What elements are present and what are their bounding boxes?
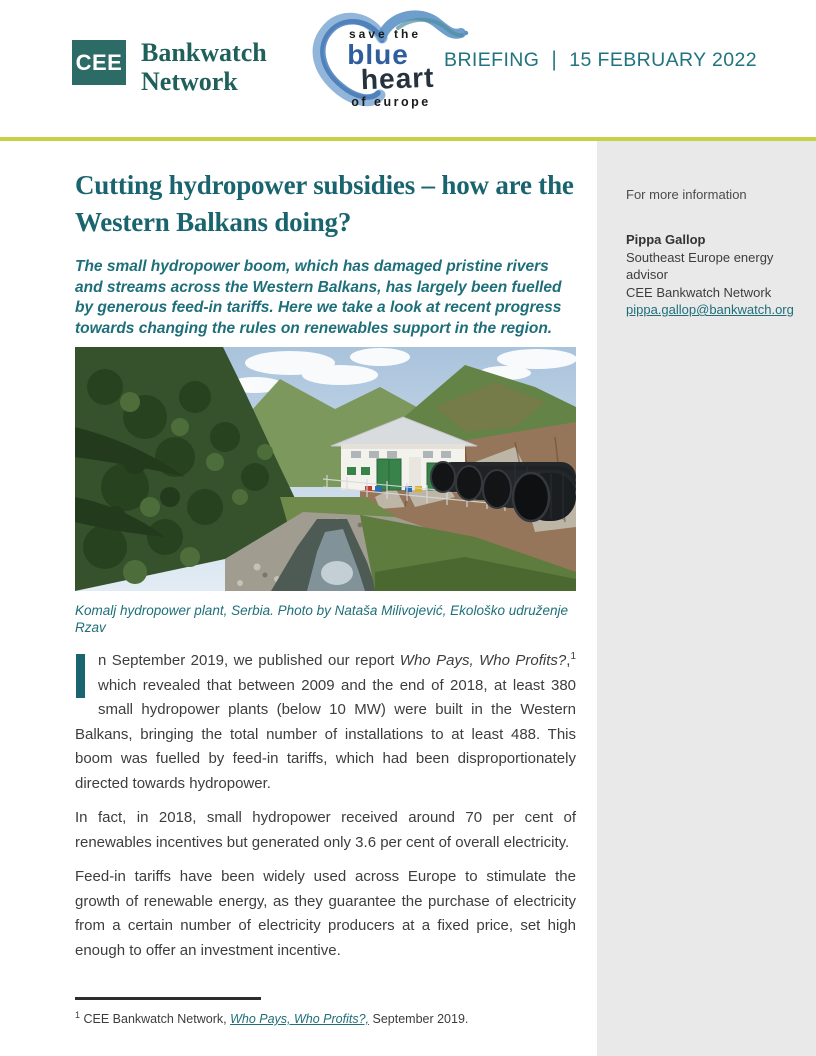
sidebar-heading: For more information [626,187,747,202]
paragraph-2: In fact, in 2018, small hydropower received around 70 per cent of renewables incentives but generated only 3.6 per cent of overall electricity. [75,809,576,851]
briefing-label: BRIEFING [444,48,540,71]
article-standfirst: The small hydropower boom, which has damaged pristine rivers and streams across the Western Balkans, has largely been fuelled by generous feed-in tariffs. Here we take a look at recent progress towards changing the rules on renewables support in the region. [75,258,562,337]
page-header [0,0,816,137]
footnote-block [75,997,576,1028]
article-photo [75,347,576,591]
footnote-rule [75,997,261,1000]
footnote-pre-text: CEE Bankwatch Network, [80,1012,231,1027]
contact-org: CEE Bankwatch Network [626,284,772,300]
paragraph-1-text-cont: which revealed that between 2009 and the end of 2018, at least 380 small hydropower plants (below 10 MW) were built in the Western Balkans, bringing the total number of installations to at least 488. This boom was fuelled by feed-in tariffs, which had been disproportionately directed towards hydropower. [75,676,576,792]
article-column [75,141,576,1028]
heart-logo-text-save-the: save the [348,27,422,41]
drop-cap [76,654,85,698]
cee-logo-square: CEE [72,40,126,85]
contact-email-link[interactable]: pippa.gallop@bankwatch.org [626,302,794,317]
briefing-separator: | [551,48,558,71]
info-sidebar [597,141,816,1056]
contact-name: Pippa Gallop [626,232,706,247]
cee-bankwatch-logo [72,40,267,96]
photo-caption: Komalj hydropower plant, Serbia. Photo by Nataša Milivojević, Ekološko udruženje Rzav [75,603,569,635]
paragraph-1 [75,649,576,796]
paragraph-1-comma: , [566,652,571,669]
footnote-text [75,1007,576,1028]
report-title-mention: Who Pays, Who Profits? [399,652,567,669]
heart-logo-text-of-europe: of europe [351,95,431,109]
heart-logo-text-heart: heart [360,61,435,96]
article-title: Cutting hydropower subsidies – how are the Western Balkans doing? [75,170,574,237]
cee-logo-name-line1: Bankwatch [141,38,267,67]
briefing-date-line [444,48,757,72]
footnote-report-link[interactable]: Who Pays, Who Profits?, [230,1012,370,1027]
paragraph-3: Feed-in tariffs have been widely used across Europe to stimulate the growth of renewable energy, as they guarantee the purchase of electricity from a certain number of electricity producers at a fixed price, set high enough to offer an investment incentive. [75,868,576,959]
briefing-date: 15 FEBRUARY 2022 [569,48,757,71]
cee-logo-name-line2: Network [141,67,238,96]
footnote-reference[interactable]: 1 [570,651,576,662]
cee-logo-name [141,38,267,96]
contact-block [626,231,798,319]
footnote-post-text: September 2019. [369,1012,469,1027]
heart-logo-text-blue: blue [347,39,409,70]
contact-role: Southeast Europe energy advisor [626,249,774,282]
footnote-marker: 1 [75,1010,81,1020]
paragraph-1-text: n September 2019, we published our report [98,652,400,669]
